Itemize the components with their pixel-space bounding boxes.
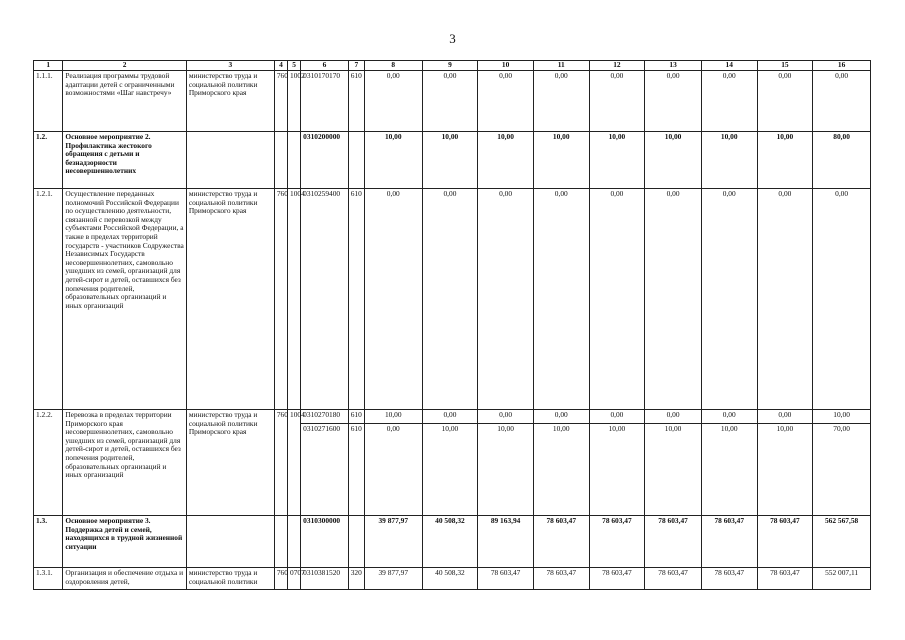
value-cell: 0,00 — [701, 410, 757, 424]
value-cell: 0,00 — [533, 410, 589, 424]
row-c7: 320 — [348, 568, 364, 590]
value-cell: 78 603,47 — [757, 568, 813, 590]
value-cell: 552 007,11 — [813, 568, 871, 590]
value-cell: 39 877,97 — [364, 568, 422, 590]
value-cell: 78 603,47 — [533, 516, 589, 568]
value-cell: 78 603,47 — [645, 568, 702, 590]
table-row — [34, 516, 871, 568]
row-org: министерство труда и социальной политики Приморского края — [186, 189, 274, 410]
header-cell: 13 — [645, 61, 702, 71]
row-name: Перевозка в пределах территории Приморского края несовершеннолетних, самовольно ушедших из семей, организаций для детей-сирот и детей, оставшихся без попечения родителей, образовательных организаций и иных организаций — [63, 410, 186, 516]
header-cell: 3 — [186, 61, 274, 71]
value-cell: 78 603,47 — [645, 516, 702, 568]
value-cell: 0,00 — [589, 410, 645, 424]
row-number: 1.3.1. — [34, 568, 63, 590]
row-org: министерство труда и социальной политики Приморского края — [186, 71, 274, 132]
row-number: 1.2. — [34, 132, 63, 189]
header-cell: 9 — [422, 61, 478, 71]
header-cell: 11 — [533, 61, 589, 71]
value-cell: 70,00 — [813, 424, 871, 516]
value-cell: 10,00 — [757, 132, 813, 189]
header-cell: 10 — [478, 61, 534, 71]
row-c7: 610 — [348, 424, 364, 516]
row-number: 1.3. — [34, 516, 63, 568]
value-cell: 0,00 — [478, 189, 534, 410]
row-org — [186, 132, 274, 189]
value-cell: 10,00 — [364, 410, 422, 424]
value-cell: 10,00 — [589, 132, 645, 189]
value-cell: 78 603,47 — [701, 568, 757, 590]
row-name: Организация и обеспечение отдыха и оздоровления детей, — [63, 568, 186, 590]
value-cell: 0,00 — [478, 410, 534, 424]
value-cell: 0,00 — [757, 71, 813, 132]
row-code: 0310200000 — [301, 132, 349, 189]
row-c7: 610 — [348, 410, 364, 424]
table-row — [34, 71, 871, 132]
value-cell: 0,00 — [589, 71, 645, 132]
value-cell: 10,00 — [757, 424, 813, 516]
value-cell: 0,00 — [478, 71, 534, 132]
value-cell: 10,00 — [701, 132, 757, 189]
header-cell: 1 — [34, 61, 63, 71]
row-c7 — [348, 516, 364, 568]
row-c4: 760 — [274, 568, 287, 590]
value-cell: 0,00 — [422, 410, 478, 424]
value-cell: 78 603,47 — [589, 568, 645, 590]
row-c5: 1004 — [288, 189, 301, 410]
value-cell: 80,00 — [813, 132, 871, 189]
header-cell: 14 — [701, 61, 757, 71]
value-cell: 10,00 — [645, 132, 702, 189]
page-number: 3 — [449, 31, 456, 46]
row-org: министерство труда и социальной политики Приморского края — [186, 410, 274, 516]
row-c5 — [288, 516, 301, 568]
value-cell: 10,00 — [533, 132, 589, 189]
row-c7: 610 — [348, 71, 364, 132]
value-cell: 89 163,94 — [478, 516, 534, 568]
row-name: Основное мероприятие 2. Профилактика жестокого обращения с детьми и безнадзорности несовершеннолетних — [63, 132, 186, 189]
table-row — [34, 132, 871, 189]
header-cell: 5 — [288, 61, 301, 71]
header-cell: 16 — [813, 61, 871, 71]
row-c4: 760 — [274, 410, 287, 516]
value-cell: 10,00 — [533, 424, 589, 516]
value-cell: 10,00 — [589, 424, 645, 516]
value-cell: 0,00 — [589, 189, 645, 410]
value-cell: 0,00 — [645, 189, 702, 410]
header-cell: 12 — [589, 61, 645, 71]
row-c5: 1004 — [288, 410, 301, 516]
value-cell: 562 567,58 — [813, 516, 871, 568]
header-cell: 7 — [348, 61, 364, 71]
value-cell: 10,00 — [645, 424, 702, 516]
value-cell: 0,00 — [364, 189, 422, 410]
value-cell: 0,00 — [645, 410, 702, 424]
row-number: 1.2.1. — [34, 189, 63, 410]
header-cell: 6 — [301, 61, 349, 71]
value-cell: 0,00 — [645, 71, 702, 132]
row-code: 0310271600 — [301, 424, 349, 516]
row-c4: 760 — [274, 189, 287, 410]
row-c5 — [288, 132, 301, 189]
value-cell: 10,00 — [422, 424, 478, 516]
value-cell: 0,00 — [533, 189, 589, 410]
table-row — [34, 410, 871, 424]
value-cell: 78 603,47 — [533, 568, 589, 590]
row-org: министерство труда и социальной политики — [186, 568, 274, 590]
row-number: 1.1.1. — [34, 71, 63, 132]
value-cell: 10,00 — [478, 132, 534, 189]
value-cell: 40 508,32 — [422, 568, 478, 590]
value-cell: 0,00 — [701, 71, 757, 132]
value-cell: 0,00 — [364, 71, 422, 132]
value-cell: 10,00 — [813, 410, 871, 424]
header-cell: 8 — [364, 61, 422, 71]
row-c5: 1002 — [288, 71, 301, 132]
value-cell: 0,00 — [813, 71, 871, 132]
row-code: 0310259400 — [301, 189, 349, 410]
row-code: 0310170170 — [301, 71, 349, 132]
row-code: 0310381520 — [301, 568, 349, 590]
budget-table — [33, 60, 871, 590]
header-cell: 15 — [757, 61, 813, 71]
value-cell: 0,00 — [757, 410, 813, 424]
value-cell: 10,00 — [701, 424, 757, 516]
value-cell: 78 603,47 — [478, 568, 534, 590]
row-code: 0310300000 — [301, 516, 349, 568]
value-cell: 40 508,32 — [422, 516, 478, 568]
row-c7 — [348, 132, 364, 189]
value-cell: 0,00 — [813, 189, 871, 410]
value-cell: 0,00 — [422, 189, 478, 410]
table-row — [34, 189, 871, 410]
row-c7: 610 — [348, 189, 364, 410]
value-cell: 0,00 — [422, 71, 478, 132]
row-name: Осуществление переданных полномочий Российской Федерации по осуществлению деятельности, связанной с перевозкой между субъектами Российской Федерации, а также в пределах территорий государств - участников Содружества Независимых Государств несовершеннолетних, самовольно ушедших из семей, организаций для детей-сирот и детей, оставшихся без попечения родителей, образовательных организаций и иных организаций — [63, 189, 186, 410]
row-org — [186, 516, 274, 568]
table-row — [34, 568, 871, 590]
row-number: 1.2.2. — [34, 410, 63, 516]
value-cell: 39 877,97 — [364, 516, 422, 568]
row-name: Реализация программы трудовой адаптации детей с ограниченными возможностями «Шаг навстречу» — [63, 71, 186, 132]
value-cell: 0,00 — [757, 189, 813, 410]
row-c4: 760 — [274, 71, 287, 132]
value-cell: 0,00 — [364, 424, 422, 516]
header-cell: 2 — [63, 61, 186, 71]
value-cell: 0,00 — [533, 71, 589, 132]
row-c4 — [274, 132, 287, 189]
value-cell: 10,00 — [422, 132, 478, 189]
header-cell: 4 — [274, 61, 287, 71]
value-cell: 78 603,47 — [701, 516, 757, 568]
value-cell: 78 603,47 — [589, 516, 645, 568]
row-code: 0310270180 — [301, 410, 349, 424]
value-cell: 78 603,47 — [757, 516, 813, 568]
value-cell: 10,00 — [364, 132, 422, 189]
value-cell: 10,00 — [478, 424, 534, 516]
value-cell: 0,00 — [701, 189, 757, 410]
row-c4 — [274, 516, 287, 568]
row-name: Основное мероприятие 3. Поддержка детей и семей, находящихся в трудной жизненной ситуации — [63, 516, 186, 568]
row-c5: 0707 — [288, 568, 301, 590]
header-row — [34, 61, 871, 71]
